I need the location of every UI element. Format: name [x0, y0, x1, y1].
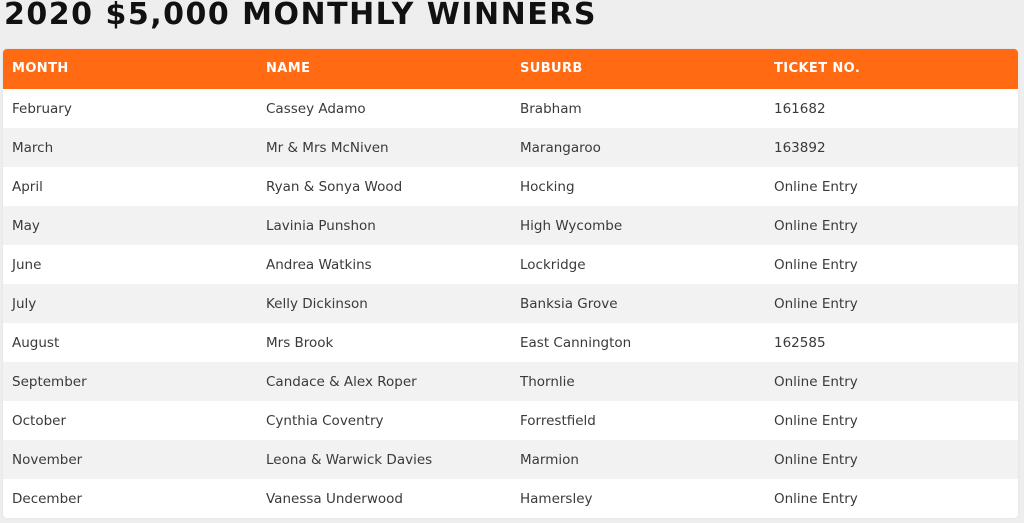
- cell-suburb: High Wycombe: [520, 217, 623, 234]
- cell-name: Cassey Adamo: [266, 100, 366, 117]
- cell-month: October: [12, 412, 67, 429]
- header-row: [3, 49, 1018, 89]
- cell-month: September: [12, 373, 87, 390]
- cell-name: Leona & Warwick Davies: [266, 451, 433, 468]
- winners-table-card: [3, 49, 1018, 518]
- table-row: [3, 89, 1018, 128]
- table-row: [3, 284, 1018, 323]
- cell-month: March: [12, 139, 54, 156]
- table-row: [3, 401, 1018, 440]
- cell-suburb: Marangaroo: [520, 139, 601, 156]
- cell-month: February: [12, 100, 72, 117]
- table-header: [3, 49, 1018, 89]
- column-header-month: MONTH: [12, 60, 69, 76]
- cell-name: Kelly Dickinson: [266, 295, 368, 312]
- cell-name: Mrs Brook: [266, 334, 334, 351]
- cell-ticket-no: Online Entry: [774, 256, 858, 273]
- cell-name: Lavinia Punshon: [266, 217, 376, 234]
- cell-name: Mr & Mrs McNiven: [266, 139, 389, 156]
- table-row: [3, 440, 1018, 479]
- table-row: [3, 206, 1018, 245]
- cell-suburb: East Cannington: [520, 334, 632, 351]
- cell-ticket-no: Online Entry: [774, 490, 858, 507]
- page-title: 2020 $5,000 MONTHLY WINNERS: [4, 0, 597, 32]
- column-header-suburb: SUBURB: [520, 60, 583, 76]
- cell-ticket-no: 161682: [774, 100, 826, 117]
- cell-month: May: [12, 217, 40, 234]
- table-row: [3, 362, 1018, 401]
- winners-table: [3, 49, 1018, 518]
- cell-month: June: [12, 256, 42, 273]
- cell-suburb: Lockridge: [520, 256, 586, 273]
- table-body: [3, 89, 1018, 518]
- cell-name: Ryan & Sonya Wood: [266, 178, 403, 195]
- cell-ticket-no: 163892: [774, 139, 826, 156]
- column-header-name: NAME: [266, 60, 311, 76]
- cell-month: August: [12, 334, 60, 351]
- cell-suburb: Marmion: [520, 451, 579, 468]
- column-header-ticket-no: TICKET NO.: [774, 60, 861, 76]
- cell-month: July: [12, 295, 37, 312]
- cell-month: November: [12, 451, 83, 468]
- cell-ticket-no: Online Entry: [774, 295, 858, 312]
- cell-suburb: Forrestfield: [520, 412, 596, 429]
- cell-name: Vanessa Underwood: [266, 490, 403, 507]
- cell-month: April: [12, 178, 43, 195]
- cell-suburb: Hocking: [520, 178, 575, 195]
- table-row: [3, 479, 1018, 518]
- table-row: [3, 323, 1018, 362]
- cell-suburb: Banksia Grove: [520, 295, 618, 312]
- cell-suburb: Hamersley: [520, 490, 593, 507]
- cell-name: Andrea Watkins: [266, 256, 372, 273]
- table-row: [3, 128, 1018, 167]
- cell-suburb: Thornlie: [520, 373, 575, 390]
- table-row: [3, 245, 1018, 284]
- cell-month: December: [12, 490, 83, 507]
- cell-name: Cynthia Coventry: [266, 412, 384, 429]
- table-row: [3, 167, 1018, 206]
- cell-ticket-no: Online Entry: [774, 451, 858, 468]
- cell-suburb: Brabham: [520, 100, 582, 117]
- cell-ticket-no: Online Entry: [774, 412, 858, 429]
- cell-ticket-no: Online Entry: [774, 373, 858, 390]
- cell-ticket-no: Online Entry: [774, 217, 858, 234]
- cell-name: Candace & Alex Roper: [266, 373, 417, 390]
- cell-ticket-no: Online Entry: [774, 178, 858, 195]
- cell-ticket-no: 162585: [774, 334, 826, 351]
